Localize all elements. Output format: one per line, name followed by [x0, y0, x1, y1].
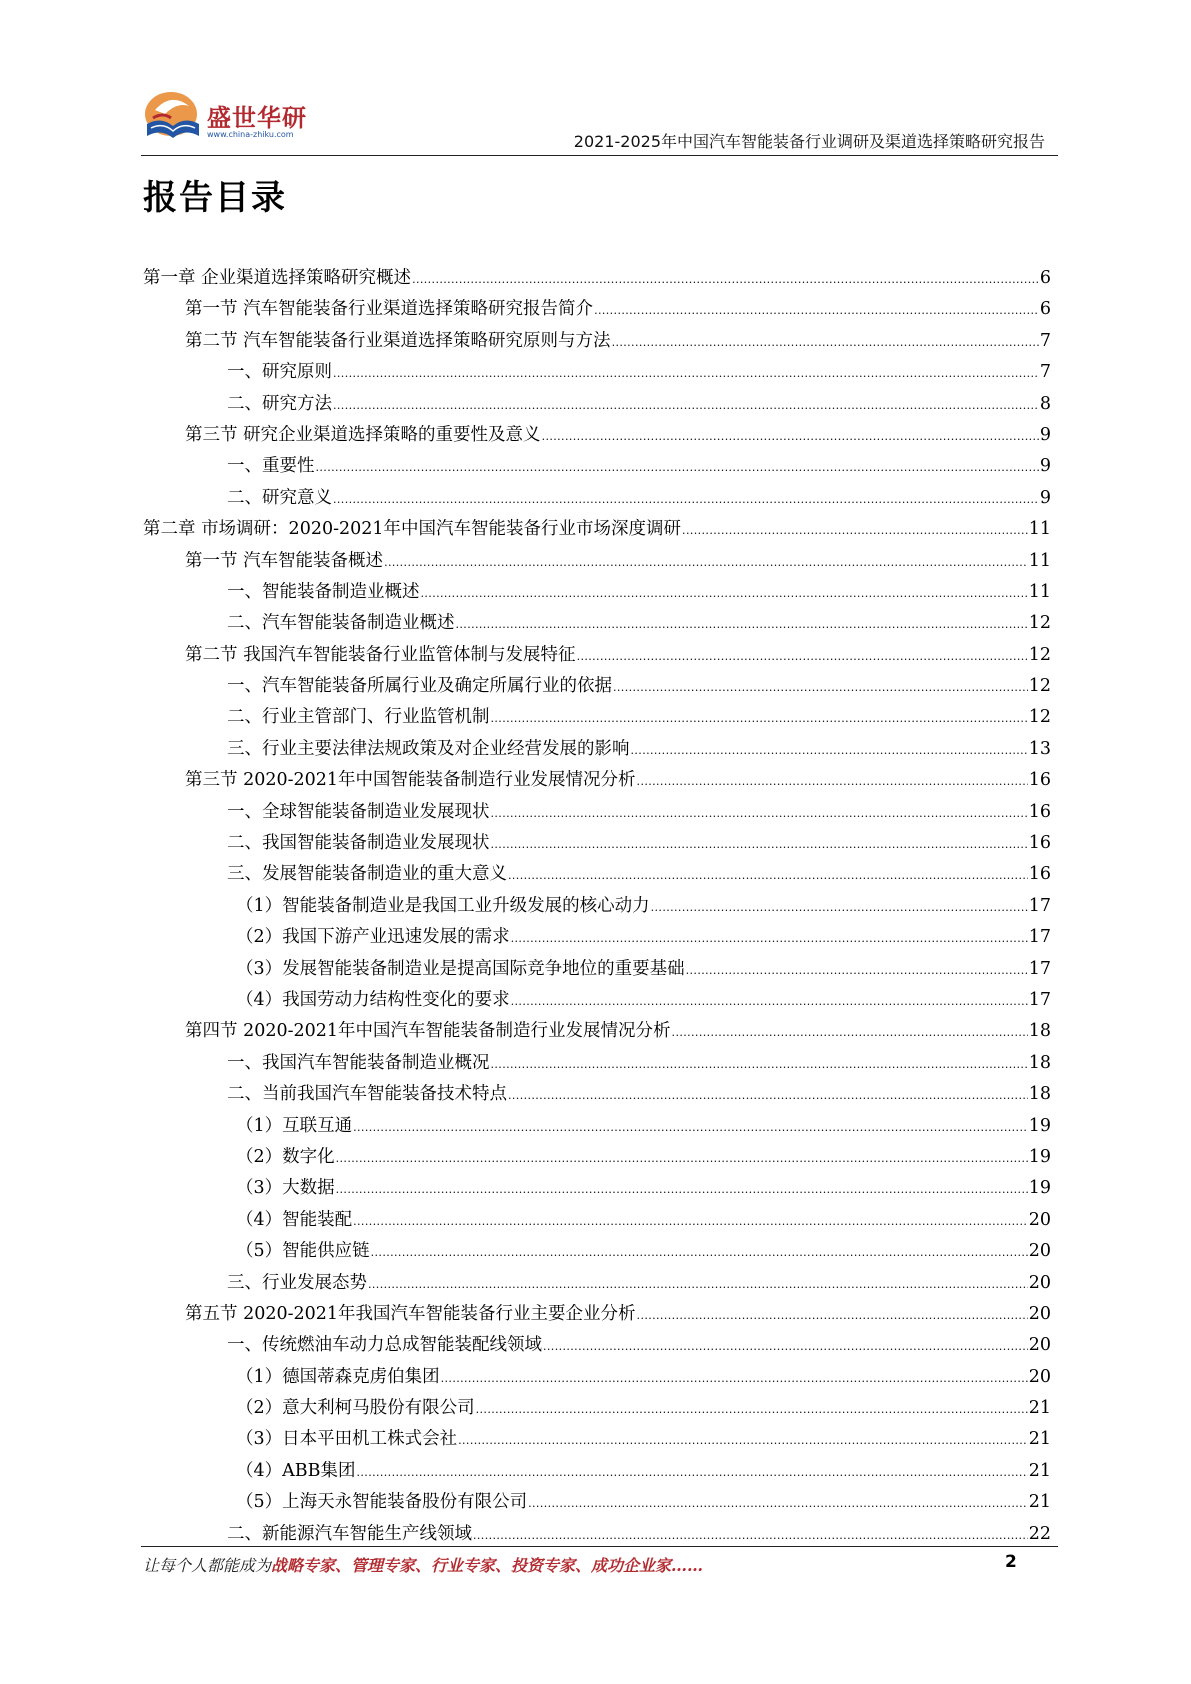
toc-leader-dots	[651, 891, 1028, 923]
toc-entry-page: 17	[1028, 927, 1051, 948]
toc-entry-page: 20	[1028, 1366, 1051, 1387]
toc-entry-page: 20	[1028, 1335, 1051, 1356]
toc-leader-dots	[333, 357, 1039, 389]
toc-entry-page: 18	[1028, 1052, 1051, 1073]
toc-entry-page: 6	[1039, 299, 1051, 320]
toc-entry-title: 二、汽车智能装备制造业概述	[227, 613, 455, 634]
toc-leader-dots	[612, 326, 1039, 358]
toc-leader-dots	[491, 828, 1028, 860]
toc-entry[interactable]	[143, 702, 1051, 733]
toc-entry-title: 一、智能装备制造业概述	[227, 581, 420, 602]
toc-entry-title: 二、研究意义	[227, 487, 332, 508]
toc-leader-dots	[421, 577, 1028, 609]
toc-leader-dots	[686, 954, 1028, 986]
toc-entry-page: 21	[1028, 1429, 1051, 1450]
toc-entry-page: 17	[1028, 958, 1051, 979]
toc-entry[interactable]	[143, 922, 1051, 953]
toc-entry-title: 一、传统燃油车动力总成智能装配线领域	[227, 1335, 542, 1356]
toc-leader-dots	[543, 1330, 1028, 1362]
toc-entry[interactable]	[143, 294, 1051, 325]
toc-entry[interactable]	[143, 1205, 1051, 1236]
toc-entry[interactable]	[143, 1424, 1051, 1455]
toc-entry-title: 第二节 汽车智能装备行业渠道选择策略研究原则与方法	[185, 330, 611, 351]
toc-entry-title: （1）智能装备制造业是我国工业升级发展的核心动力	[236, 895, 650, 916]
toc-entry-title: 第一节 汽车智能装备概述	[185, 550, 384, 571]
toc-entry-page: 22	[1028, 1523, 1051, 1544]
toc-entry-title: 第一章 企业渠道选择策略研究概述	[143, 268, 412, 288]
toc-entry[interactable]	[143, 514, 1051, 545]
page-title: 报告目录	[143, 178, 287, 218]
toc-entry[interactable]	[143, 1456, 1051, 1487]
toc-leader-dots	[508, 859, 1028, 891]
toc-entry-page: 16	[1028, 864, 1051, 885]
toc-leader-dots	[476, 1393, 1028, 1425]
toc-entry[interactable]	[143, 765, 1051, 796]
toc-entry[interactable]	[143, 1362, 1051, 1393]
toc-entry-title: 三、行业发展态势	[227, 1272, 367, 1293]
toc-entry-title: （3）日本平田机工株式会社	[236, 1429, 458, 1450]
toc-leader-dots	[371, 1236, 1028, 1268]
page-number: 2	[1005, 1552, 1017, 1572]
toc-leader-dots	[637, 1299, 1028, 1331]
toc-entry-page: 19	[1028, 1178, 1051, 1199]
toc-leader-dots	[594, 294, 1039, 326]
toc-entry-title: 第二节 我国汽车智能装备行业监管体制与发展特征	[185, 644, 576, 665]
toc-entry-page: 11	[1028, 519, 1051, 540]
slogan-emphasis: 战略专家、管理专家、行业专家、投资专家、成功企业家……	[271, 1556, 704, 1575]
toc-entry[interactable]	[143, 389, 1051, 420]
toc-entry[interactable]	[143, 451, 1051, 482]
toc-entry[interactable]	[143, 891, 1051, 922]
toc-entry-title: （4）ABB集团	[236, 1460, 356, 1481]
toc-entry[interactable]	[143, 420, 1051, 451]
toc-entry-title: 第二章 市场调研：2020-2021年中国汽车智能装备行业市场深度调研	[143, 519, 682, 540]
toc-entry[interactable]	[143, 1079, 1051, 1110]
toc-leader-dots	[456, 608, 1028, 640]
toc-entry[interactable]	[143, 1330, 1051, 1361]
toc-entry-page: 17	[1028, 895, 1051, 916]
toc-leader-dots	[511, 985, 1028, 1017]
toc-entry-page: 21	[1028, 1460, 1051, 1481]
toc-entry-title: 二、新能源汽车智能生产线领域	[227, 1523, 472, 1544]
toc-entry[interactable]	[143, 671, 1051, 702]
toc-entry[interactable]	[143, 954, 1051, 985]
toc-entry-title: （2）意大利柯马股份有限公司	[236, 1398, 475, 1419]
toc-entry-title: 第三节 2020-2021年中国智能装备制造行业发展情况分析	[185, 770, 636, 791]
toc-entry-title: 二、行业主管部门、行业监管机制	[227, 707, 490, 728]
toc-entry-page: 19	[1028, 1146, 1051, 1167]
toc-entry[interactable]	[143, 640, 1051, 671]
toc-entry[interactable]	[143, 1173, 1051, 1204]
toc-entry-title: （5）上海天永智能装备股份有限公司	[236, 1492, 528, 1513]
toc-leader-dots	[508, 1079, 1028, 1111]
toc-entry-page: 16	[1028, 801, 1051, 822]
toc-entry-page: 12	[1028, 707, 1051, 728]
footer-divider	[141, 1546, 1058, 1547]
toc-leader-dots	[511, 922, 1028, 954]
toc-entry[interactable]	[143, 1393, 1051, 1424]
toc-leader-dots	[353, 1111, 1028, 1143]
footer-slogan	[143, 1553, 703, 1576]
toc-entry-title: 一、汽车智能装备所属行业及确定所属行业的依据	[227, 676, 612, 697]
toc-leader-dots	[458, 1424, 1028, 1456]
toc-entry[interactable]	[143, 1111, 1051, 1142]
logo-name: 盛世华研	[207, 104, 307, 132]
toc-leader-dots	[542, 420, 1039, 452]
toc-entry-page: 16	[1028, 770, 1051, 791]
toc-entry-title: （1）互联互通	[236, 1115, 353, 1136]
toc-entry-title: 二、当前我国汽车智能装备技术特点	[227, 1084, 507, 1105]
toc-leader-dots	[441, 1362, 1028, 1394]
toc-entry-title: 第一节 汽车智能装备行业渠道选择策略研究报告简介	[185, 299, 594, 320]
toc-entry-title: 第四节 2020-2021年中国汽车智能装备制造行业发展情况分析	[185, 1021, 671, 1042]
toc-entry-page: 12	[1028, 676, 1051, 697]
toc-entry-page: 19	[1028, 1115, 1051, 1136]
toc-entry-title: 二、研究方法	[227, 393, 332, 414]
toc-entry-title: （4）我国劳动力结构性变化的要求	[236, 989, 510, 1010]
toc-entry-title: （3）大数据	[236, 1178, 335, 1199]
toc-entry[interactable]	[143, 326, 1051, 357]
toc-leader-dots	[491, 797, 1028, 829]
toc-entry-page: 18	[1028, 1021, 1051, 1042]
toc-leader-dots	[368, 1268, 1028, 1300]
toc-entry-page: 9	[1039, 456, 1051, 477]
toc-entry[interactable]	[143, 1299, 1051, 1330]
toc-leader-dots	[384, 546, 1028, 578]
toc-entry[interactable]	[143, 483, 1051, 514]
toc-entry[interactable]	[143, 577, 1051, 608]
toc-entry-page: 7	[1039, 362, 1051, 383]
toc-entry[interactable]	[143, 1487, 1051, 1518]
toc-leader-dots	[316, 451, 1039, 483]
toc-entry-title: 一、全球智能装备制造业发展现状	[227, 801, 490, 822]
toc-leader-dots	[333, 483, 1039, 515]
toc-leader-dots	[333, 389, 1039, 421]
slogan-lead: 让每个人都能成为	[143, 1556, 272, 1575]
toc-entry[interactable]	[143, 734, 1051, 765]
toc-entry[interactable]	[143, 797, 1051, 828]
toc-leader-dots	[613, 671, 1028, 703]
toc-entry-title: 三、发展智能装备制造业的重大意义	[227, 864, 507, 885]
toc-entry[interactable]	[143, 828, 1051, 859]
toc-leader-dots	[491, 1048, 1028, 1080]
toc-leader-dots	[577, 640, 1028, 672]
toc-leader-dots	[631, 734, 1028, 766]
toc-entry-title: 第五节 2020-2021年我国汽车智能装备行业主要企业分析	[185, 1303, 636, 1324]
toc-leader-dots	[491, 702, 1028, 734]
toc-entry-title: 一、我国汽车智能装备制造业概况	[227, 1052, 490, 1073]
toc-entry-title: 三、行业主要法律法规政策及对企业经营发展的影响	[227, 738, 630, 759]
toc-leader-dots	[412, 263, 1039, 295]
toc-entry[interactable]	[143, 1268, 1051, 1299]
toc-leader-dots	[672, 1016, 1028, 1048]
toc-entry-page: 13	[1028, 738, 1051, 759]
toc-entry-page: 7	[1039, 330, 1051, 351]
toc-leader-dots	[336, 1142, 1028, 1174]
report-title: 2021-2025年中国汽车智能装备行业调研及渠道选择策略研究报告	[573, 132, 1045, 151]
toc-entry-page: 11	[1028, 550, 1051, 571]
toc-entry[interactable]	[143, 1236, 1051, 1267]
toc-entry-title: 第三节 研究企业渠道选择策略的重要性及意义	[185, 424, 541, 445]
toc-entry-page: 8	[1039, 393, 1051, 414]
toc-leader-dots	[353, 1205, 1028, 1237]
toc-leader-dots	[336, 1173, 1028, 1205]
toc-entry[interactable]	[143, 985, 1051, 1016]
toc-entry-title: （1）德国蒂森克虏伯集团	[236, 1366, 440, 1387]
toc-entry-title: （2）我国下游产业迅速发展的需求	[236, 927, 510, 948]
toc-leader-dots	[682, 514, 1028, 546]
toc-entry-page: 12	[1028, 613, 1051, 634]
toc-entry[interactable]	[143, 859, 1051, 890]
toc-entry-page: 20	[1028, 1209, 1051, 1230]
header-divider	[141, 155, 1058, 156]
toc-entry-page: 6	[1039, 268, 1051, 288]
toc-entry-title: （4）智能装配	[236, 1209, 353, 1230]
toc-entry[interactable]	[143, 263, 1051, 294]
toc-entry-page: 9	[1039, 424, 1051, 445]
toc-leader-dots	[637, 765, 1028, 797]
toc-entry[interactable]	[143, 357, 1051, 388]
toc-entry-page: 16	[1028, 833, 1051, 854]
toc-entry[interactable]	[143, 1016, 1051, 1047]
toc-entry-title: （3）发展智能装备制造业是提高国际竞争地位的重要基础	[236, 958, 685, 979]
toc-entry-title: 一、重要性	[227, 456, 315, 477]
table-of-contents	[143, 263, 1051, 1550]
company-logo	[141, 84, 311, 150]
book-logo-icon	[141, 84, 205, 148]
toc-entry-page: 17	[1028, 989, 1051, 1010]
toc-entry[interactable]	[143, 1048, 1051, 1079]
toc-entry-page: 20	[1028, 1272, 1051, 1293]
toc-leader-dots	[528, 1487, 1028, 1519]
logo-url: www.china-zhiku.com	[207, 130, 294, 139]
toc-entry-page: 21	[1028, 1492, 1051, 1513]
toc-entry-title: （2）数字化	[236, 1146, 335, 1167]
toc-entry[interactable]	[143, 608, 1051, 639]
toc-entry[interactable]	[143, 546, 1051, 577]
toc-entry-title: 一、研究原则	[227, 362, 332, 383]
toc-entry-page: 20	[1028, 1303, 1051, 1324]
toc-entry-title: 二、我国智能装备制造业发展现状	[227, 833, 490, 854]
toc-entry[interactable]	[143, 1142, 1051, 1173]
toc-entry-page: 20	[1028, 1241, 1051, 1262]
toc-entry-page: 9	[1039, 487, 1051, 508]
toc-entry-page: 12	[1028, 644, 1051, 665]
toc-entry-page: 21	[1028, 1398, 1051, 1419]
toc-entry-title: （5）智能供应链	[236, 1241, 370, 1262]
toc-entry-page: 11	[1028, 581, 1051, 602]
toc-leader-dots	[357, 1456, 1028, 1488]
toc-entry-page: 18	[1028, 1084, 1051, 1105]
